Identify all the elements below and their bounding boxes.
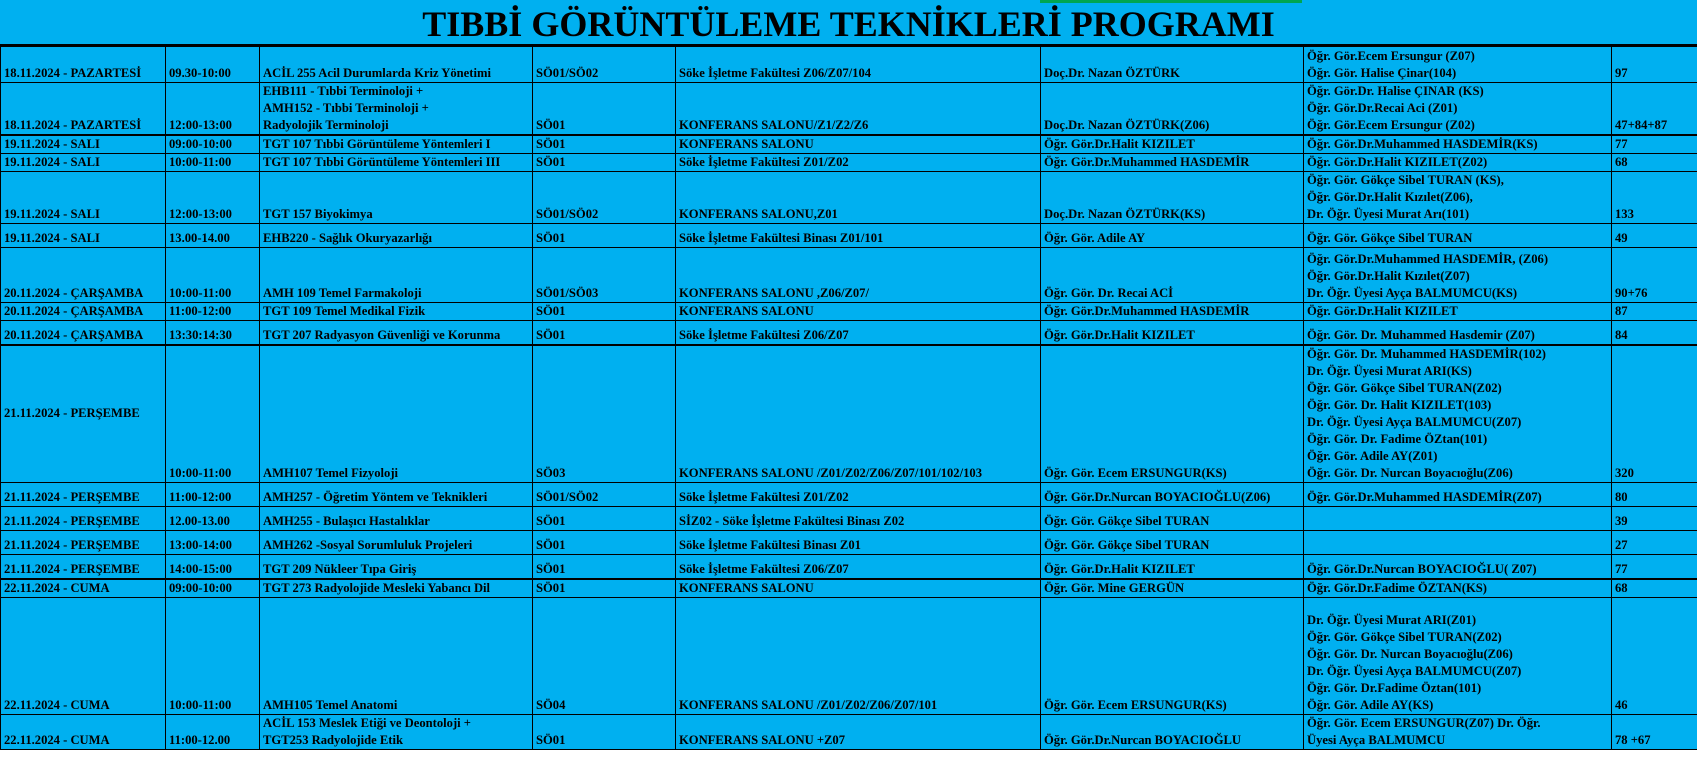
course-cell[interactable]: TGT 109 Temel Medikal Fizik xyxy=(260,303,533,321)
table-row xyxy=(1,597,1697,714)
room-cell[interactable]: Söke İşletme Fakültesi Z06/Z07/104 xyxy=(676,47,1041,83)
table-row xyxy=(1,345,1697,483)
table-row xyxy=(1,172,1697,224)
proctors-cell[interactable] xyxy=(1304,507,1612,531)
count-cell[interactable]: 97 xyxy=(1612,47,1697,83)
table-row xyxy=(1,714,1697,749)
instructor-cell[interactable]: Öğr. Gör. Gökçe Sibel TURAN xyxy=(1041,507,1304,531)
time-cell[interactable]: 13.00-14.00 xyxy=(166,224,260,248)
course-cell[interactable]: TGT 107 Tıbbi Görüntüleme Yöntemleri I xyxy=(260,135,533,154)
time-cell[interactable]: 10:00-11:00 xyxy=(166,154,260,172)
table-row xyxy=(1,507,1697,531)
table-row xyxy=(1,531,1697,555)
time-cell[interactable]: 13:00-14:00 xyxy=(166,531,260,555)
room-cell[interactable]: KONFERANS SALONU +Z07 xyxy=(676,714,1041,749)
date-cell[interactable]: 20.11.2024 - ÇARŞAMBA xyxy=(1,248,166,303)
count-cell[interactable]: 27 xyxy=(1612,531,1697,555)
room-cell[interactable]: KONFERANS SALONU ,Z06/Z07/ xyxy=(676,248,1041,303)
instructor-cell[interactable]: Öğr. Gör.Dr.Halit KIZILET xyxy=(1041,135,1304,154)
proctors-cell[interactable]: Öğr. Gör. Ecem ERSUNGUR(Z07) Dr. Öğr. Üyesi Ayça BALMUMCU xyxy=(1304,714,1612,749)
group-cell[interactable]: SÖ01/SÖ03 xyxy=(533,248,676,303)
time-cell[interactable]: 10:00-11:00 xyxy=(166,597,260,714)
instructor-cell[interactable]: Öğr. Gör. Ecem ERSUNGUR(KS) xyxy=(1041,345,1304,483)
instructor-cell[interactable]: Öğr. Gör.Dr.Muhammed HASDEMİR xyxy=(1041,154,1304,172)
group-cell[interactable]: SÖ04 xyxy=(533,597,676,714)
group-cell[interactable]: SÖ01 xyxy=(533,224,676,248)
table-row xyxy=(1,579,1697,598)
date-cell[interactable]: 19.11.2024 - SALI xyxy=(1,224,166,248)
time-cell[interactable]: 12:00-13:00 xyxy=(166,172,260,224)
proctors-cell[interactable] xyxy=(1304,531,1612,555)
group-cell[interactable]: SÖ01 xyxy=(533,303,676,321)
instructor-cell[interactable]: Doç.Dr. Nazan ÖZTÜRK xyxy=(1041,47,1304,83)
proctors-cell[interactable]: Öğr. Gör.Dr.Nurcan BOYACIOĞLU( Z07) xyxy=(1304,555,1612,579)
date-cell[interactable]: 19.11.2024 - SALI xyxy=(1,172,166,224)
room-cell[interactable]: KONFERANS SALONU /Z01/Z02/Z06/Z07/101/102/103 xyxy=(676,345,1041,483)
room-cell[interactable]: Söke İşletme Fakültesi Binası Z01 xyxy=(676,531,1041,555)
room-cell[interactable]: Söke İşletme Fakültesi Z06/Z07 xyxy=(676,555,1041,579)
group-cell[interactable]: SÖ01 xyxy=(533,507,676,531)
proctors-cell[interactable]: Öğr. Gör.Ecem Ersungur (Z07) Öğr. Gör. Halise Çinar(104) xyxy=(1304,47,1612,83)
time-cell[interactable]: 12.00-13.00 xyxy=(166,507,260,531)
proctors-cell[interactable]: Öğr. Gör. Gökçe Sibel TURAN xyxy=(1304,224,1612,248)
count-cell[interactable]: 320 xyxy=(1612,345,1697,483)
group-cell[interactable]: SÖ01/SÖ02 xyxy=(533,47,676,83)
instructor-cell[interactable]: Öğr. Gör.Dr.Nurcan BOYACIOĞLU xyxy=(1041,714,1304,749)
course-cell[interactable]: AMH 109 Temel Farmakoloji xyxy=(260,248,533,303)
date-cell[interactable]: 21.11.2024 - PERŞEMBE xyxy=(1,531,166,555)
date-cell[interactable]: 18.11.2024 - PAZARTESİ xyxy=(1,47,166,83)
course-cell[interactable]: AMH255 - Bulaşıcı Hastalıklar xyxy=(260,507,533,531)
table-row xyxy=(1,321,1697,345)
date-cell[interactable]: 20.11.2024 - ÇARŞAMBA xyxy=(1,321,166,345)
count-cell[interactable]: 77 xyxy=(1612,135,1697,154)
count-cell[interactable]: 68 xyxy=(1612,579,1697,598)
proctors-cell[interactable]: Öğr. Gör.Dr. Halise ÇINAR (KS) Öğr. Gör.Dr.Recai Aci (Z01) Öğr. Gör.Ecem Ersungur (Z02) xyxy=(1304,83,1612,136)
date-cell[interactable]: 22.11.2024 - CUMA xyxy=(1,579,166,598)
group-cell[interactable]: SÖ01 xyxy=(533,714,676,749)
instructor-cell[interactable]: Öğr. Gör. Adile AY xyxy=(1041,224,1304,248)
time-cell[interactable]: 09:00-10:00 xyxy=(166,579,260,598)
time-cell[interactable]: 14:00-15:00 xyxy=(166,555,260,579)
instructor-cell[interactable]: Öğr. Gör.Dr.Halit KIZILET xyxy=(1041,321,1304,345)
proctors-cell[interactable]: Öğr. Gör.Dr.Muhammed HASDEMİR(KS) xyxy=(1304,135,1612,154)
room-cell[interactable]: Söke İşletme Fakültesi Z01/Z02 xyxy=(676,154,1041,172)
count-cell[interactable]: 77 xyxy=(1612,555,1697,579)
course-cell[interactable]: AMH107 Temel Fizyoloji xyxy=(260,345,533,483)
room-cell[interactable]: KONFERANS SALONU xyxy=(676,303,1041,321)
count-cell[interactable]: 47+84+87 xyxy=(1612,83,1697,136)
date-cell[interactable]: 19.11.2024 - SALI xyxy=(1,154,166,172)
course-cell[interactable]: AMH257 - Öğretim Yöntem ve Teknikleri xyxy=(260,483,533,507)
table-row xyxy=(1,303,1697,321)
group-cell[interactable]: SÖ01 xyxy=(533,555,676,579)
instructor-cell[interactable]: Öğr. Gör. Ecem ERSUNGUR(KS) xyxy=(1041,597,1304,714)
proctors-cell[interactable]: Öğr. Gör. Dr. Muhammed Hasdemir (Z07) xyxy=(1304,321,1612,345)
group-cell[interactable]: SÖ01 xyxy=(533,579,676,598)
time-cell[interactable]: 12:00-13:00 xyxy=(166,83,260,136)
room-cell[interactable]: Söke İşletme Fakültesi Binası Z01/101 xyxy=(676,224,1041,248)
proctors-cell[interactable]: Dr. Öğr. Üyesi Murat ARI(Z01) Öğr. Gör. Gökçe Sibel TURAN(Z02) Öğr. Gör. Dr. Nurcan Boyacıoğlu(Z06) Dr. Öğr. Üyesi Ayça BALMUMCU(Z07) Öğr. Gör. Dr.Fadime Öztan(101) Öğr. Gör. Adile AY(KS) xyxy=(1304,597,1612,714)
date-cell[interactable]: 21.11.2024 - PERŞEMBE xyxy=(1,345,166,483)
instructor-cell[interactable]: Öğr. Gör.Dr.Nurcan BOYACIOĞLU(Z06) xyxy=(1041,483,1304,507)
date-cell[interactable]: 21.11.2024 - PERŞEMBE xyxy=(1,507,166,531)
count-cell[interactable]: 87 xyxy=(1612,303,1697,321)
schedule-table xyxy=(0,46,1697,750)
group-cell[interactable]: SÖ01/SÖ02 xyxy=(533,172,676,224)
time-cell[interactable]: 10:00-11:00 xyxy=(166,248,260,303)
count-cell[interactable]: 68 xyxy=(1612,154,1697,172)
room-cell[interactable]: KONFERANS SALONU xyxy=(676,135,1041,154)
room-cell[interactable]: SİZ02 - Söke İşletme Fakültesi Binası Z02 xyxy=(676,507,1041,531)
proctors-cell[interactable]: Öğr. Gör. Gökçe Sibel TURAN (KS), Öğr. Gör.Dr.Halit Kızılet(Z06), Dr. Öğr. Üyesi Murat Arı(101) xyxy=(1304,172,1612,224)
instructor-cell[interactable]: Öğr. Gör.Dr.Halit KIZILET xyxy=(1041,555,1304,579)
room-cell[interactable]: KONFERANS SALONU xyxy=(676,579,1041,598)
group-cell[interactable]: SÖ03 xyxy=(533,345,676,483)
instructor-cell[interactable]: Öğr. Gör. Gökçe Sibel TURAN xyxy=(1041,531,1304,555)
course-cell[interactable]: EHB220 - Sağlık Okuryazarlığı xyxy=(260,224,533,248)
time-cell[interactable]: 09.30-10:00 xyxy=(166,47,260,83)
room-cell[interactable]: Söke İşletme Fakültesi Z01/Z02 xyxy=(676,483,1041,507)
proctors-cell[interactable]: Öğr. Gör.Dr.Halit KIZILET xyxy=(1304,303,1612,321)
course-cell[interactable]: AMH262 -Sosyal Sorumluluk Projeleri xyxy=(260,531,533,555)
table-row xyxy=(1,135,1697,154)
course-cell[interactable]: ACİL 153 Meslek Etiği ve Deontoloji + TGT253 Radyolojide Etik xyxy=(260,714,533,749)
group-cell[interactable]: SÖ01 xyxy=(533,83,676,136)
date-cell[interactable]: 18.11.2024 - PAZARTESİ xyxy=(1,83,166,136)
count-cell[interactable]: 80 xyxy=(1612,483,1697,507)
proctors-cell[interactable]: Öğr. Gör.Dr.Fadime ÖZTAN(KS) xyxy=(1304,579,1612,598)
room-cell[interactable]: Söke İşletme Fakültesi Z06/Z07 xyxy=(676,321,1041,345)
table-row xyxy=(1,154,1697,172)
date-cell[interactable]: 19.11.2024 - SALI xyxy=(1,135,166,154)
table-row xyxy=(1,483,1697,507)
room-cell[interactable]: KONFERANS SALONU/Z1/Z2/Z6 xyxy=(676,83,1041,136)
date-cell[interactable]: 22.11.2024 - CUMA xyxy=(1,714,166,749)
course-cell[interactable]: EHB111 - Tıbbi Terminoloji + AMH152 - Tıbbi Terminoloji + Radyolojik Terminoloji xyxy=(260,83,533,136)
date-cell[interactable]: 22.11.2024 - CUMA xyxy=(1,597,166,714)
table-row xyxy=(1,83,1697,136)
course-cell[interactable]: TGT 107 Tıbbi Görüntüleme Yöntemleri III xyxy=(260,154,533,172)
instructor-cell[interactable]: Öğr. Gör. Mine GERGÜN xyxy=(1041,579,1304,598)
course-cell[interactable]: ACİL 255 Acil Durumlarda Kriz Yönetimi xyxy=(260,47,533,83)
course-cell[interactable]: TGT 157 Biyokimya xyxy=(260,172,533,224)
date-cell[interactable]: 20.11.2024 - ÇARŞAMBA xyxy=(1,303,166,321)
date-cell[interactable]: 21.11.2024 - PERŞEMBE xyxy=(1,555,166,579)
count-cell[interactable]: 78 +67 xyxy=(1612,714,1697,749)
course-cell[interactable]: AMH105 Temel Anatomi xyxy=(260,597,533,714)
room-cell[interactable]: KONFERANS SALONU /Z01/Z02/Z06/Z07/101 xyxy=(676,597,1041,714)
count-cell[interactable]: 84 xyxy=(1612,321,1697,345)
instructor-cell[interactable]: Doç.Dr. Nazan ÖZTÜRK(KS) xyxy=(1041,172,1304,224)
page-title: TIBBİ GÖRÜNTÜLEME TEKNİKLERİ PROGRAMI xyxy=(0,0,1697,46)
time-cell[interactable]: 09:00-10:00 xyxy=(166,135,260,154)
instructor-cell[interactable]: Öğr. Gör. Dr. Recai ACİ xyxy=(1041,248,1304,303)
instructor-cell[interactable]: Öğr. Gör.Dr.Muhammed HASDEMİR xyxy=(1041,303,1304,321)
group-cell[interactable]: SÖ01 xyxy=(533,154,676,172)
count-cell[interactable]: 133 xyxy=(1612,172,1697,224)
proctors-cell[interactable]: Öğr. Gör.Dr.Muhammed HASDEMİR, (Z06) Öğr. Gör.Dr.Halit Kızılet(Z07) Dr. Öğr. Üyesi Ayça BALMUMCU(KS) xyxy=(1304,248,1612,303)
count-cell[interactable]: 49 xyxy=(1612,224,1697,248)
time-cell[interactable]: 10:00-11:00 xyxy=(166,345,260,483)
group-cell[interactable]: SÖ01/SÖ02 xyxy=(533,483,676,507)
proctors-cell[interactable]: Öğr. Gör. Dr. Muhammed HASDEMİR(102) Dr. Öğr. Üyesi Murat ARI(KS) Öğr. Gör. Gökçe Sibel TURAN(Z02) Öğr. Gör. Dr. Halit KIZILET(103) Dr. Öğr. Üyesi Ayça BALMUMCU(Z07) Öğr. Gör. Dr. Fadime ÖZtan(101) Öğr. Gör. Adile AY(Z01) Öğr. Gör. Dr. Nurcan Boyacıoğlu(Z06) xyxy=(1304,345,1612,483)
group-cell[interactable]: SÖ01 xyxy=(533,531,676,555)
table-row xyxy=(1,248,1697,303)
count-cell[interactable]: 90+76 xyxy=(1612,248,1697,303)
time-cell[interactable]: 11:00-12.00 xyxy=(166,714,260,749)
course-cell[interactable]: TGT 273 Radyolojide Mesleki Yabancı Dil xyxy=(260,579,533,598)
table-row xyxy=(1,555,1697,579)
room-cell[interactable]: KONFERANS SALONU,Z01 xyxy=(676,172,1041,224)
proctors-cell[interactable]: Öğr. Gör.Dr.Muhammed HASDEMİR(Z07) xyxy=(1304,483,1612,507)
date-cell[interactable]: 21.11.2024 - PERŞEMBE xyxy=(1,483,166,507)
count-cell[interactable]: 39 xyxy=(1612,507,1697,531)
time-cell[interactable]: 13:30:14:30 xyxy=(166,321,260,345)
proctors-cell[interactable]: Öğr. Gör.Dr.Halit KIZILET(Z02) xyxy=(1304,154,1612,172)
instructor-cell[interactable]: Doç.Dr. Nazan ÖZTÜRK(Z06) xyxy=(1041,83,1304,136)
count-cell[interactable]: 46 xyxy=(1612,597,1697,714)
selection-indicator xyxy=(1040,0,1302,3)
table-row xyxy=(1,224,1697,248)
table-row xyxy=(1,47,1697,83)
course-cell[interactable]: TGT 209 Nükleer Tıpa Giriş xyxy=(260,555,533,579)
group-cell[interactable]: SÖ01 xyxy=(533,135,676,154)
group-cell[interactable]: SÖ01 xyxy=(533,321,676,345)
time-cell[interactable]: 11:00-12:00 xyxy=(166,303,260,321)
time-cell[interactable]: 11:00-12:00 xyxy=(166,483,260,507)
course-cell[interactable]: TGT 207 Radyasyon Güvenliği ve Korunma xyxy=(260,321,533,345)
